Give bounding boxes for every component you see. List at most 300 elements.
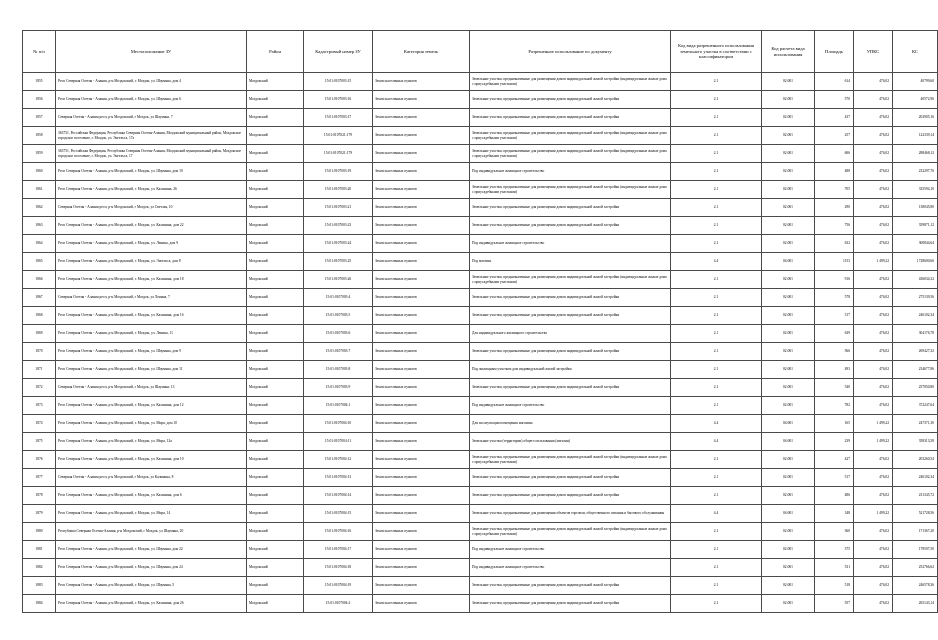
- row-calc-code-text: 02:001: [783, 133, 793, 138]
- row-ks-text: 372247,64: [918, 403, 934, 408]
- row-location: [56, 577, 247, 595]
- row-cadastral-number-text: 15:01:0107003:25: [324, 259, 352, 264]
- row-use-code: [671, 271, 762, 289]
- row-calc-code: [762, 469, 815, 487]
- row-location: [56, 91, 247, 109]
- row-cadastral-number-text: 15:01:0107003:24: [324, 241, 352, 246]
- row-cadastral-number-text: 15:01:0107021:179: [323, 133, 353, 138]
- row-ks: [893, 127, 938, 145]
- row-area-text: 578: [844, 295, 850, 300]
- row-area-text: 360: [844, 529, 850, 534]
- row-cadastral-number: [304, 343, 373, 361]
- row-area: [815, 325, 854, 343]
- row-calc-code: [762, 361, 815, 379]
- row-cadastral-number: [304, 127, 373, 145]
- row-number: [23, 505, 56, 523]
- row-upks-text: 1 499,22: [876, 439, 889, 444]
- row-ks: [893, 289, 938, 307]
- row-upks: [854, 595, 893, 613]
- row-cadastral-number-text: 15:01:0107003:4: [325, 295, 351, 300]
- row-ks-text: 122339,14: [918, 133, 934, 138]
- row-number: [23, 145, 56, 163]
- row-location-text: Респ Северная Осетия - Алания, р-н Моздокский, г. Моздок, ул. Шаумяна, дом 10: [58, 169, 183, 174]
- row-calc-code: [762, 541, 815, 559]
- row-location: [56, 289, 247, 307]
- row-use-code: [671, 595, 762, 613]
- row-district: [247, 163, 304, 181]
- row-cadastral-number-text: 15:01:0107004:15: [324, 511, 352, 516]
- row-permitted-use-text: Земельные участки, предназначенные для размещения домов индивидуальной жилой застройки (индивидуальные жилые дома с приусадебными участками): [472, 185, 667, 194]
- row-district: [247, 595, 304, 613]
- row-district-text: Моздокский: [249, 583, 268, 588]
- row-area: [815, 469, 854, 487]
- row-ks-text: 265143,14: [918, 601, 934, 606]
- row-district-text: Моздокский: [249, 475, 268, 480]
- row-upks: [854, 145, 893, 163]
- row-use-code: [671, 199, 762, 217]
- row-number: [23, 487, 56, 505]
- row-cadastral-number-text: 15:01:0107004:1: [325, 403, 351, 408]
- row-number-text: 1876: [35, 457, 43, 462]
- row-district-text: Моздокский: [249, 403, 268, 408]
- row-district-text: Моздокский: [249, 187, 268, 192]
- row-ks-text: 252766,62: [918, 565, 934, 570]
- row-cadastral-number-text: 15:01:0107003:6: [325, 331, 351, 336]
- row-cadastral-number: [304, 523, 373, 541]
- row-number-text: 1871: [35, 367, 43, 372]
- row-permitted-use-text: Под индивидуальное жилищное строительство: [472, 547, 545, 552]
- row-permitted-use: [470, 577, 671, 595]
- row-permitted-use: [470, 163, 671, 181]
- row-calc-code: [762, 145, 815, 163]
- row-land-category-text: Земли населенных пунктов: [375, 313, 417, 318]
- row-use-code-text: 2.1: [713, 295, 719, 300]
- row-calc-code-text: 02:001: [783, 313, 793, 318]
- row-area: [815, 505, 854, 523]
- row-calc-code-text: 02:001: [783, 349, 793, 354]
- row-location-text: Респ Северная Осетия - Алания, р-н Моздокский, г. Моздок, ул. Мира, 12а: [58, 439, 172, 444]
- row-land-category: [373, 235, 470, 253]
- row-land-category: [373, 343, 470, 361]
- row-permitted-use: [470, 235, 671, 253]
- row-cadastral-number-text: 15:01:0107004:17: [324, 547, 352, 552]
- row-calc-code-text: 02:001: [783, 97, 793, 102]
- row-permitted-use-text: Земельные участки, предназначенные для размещения домов индивидуальной жилой застройки: [472, 115, 620, 120]
- row-cadastral-number-text: 15:01:0107004:13: [324, 475, 352, 480]
- row-permitted-use: [470, 505, 671, 523]
- row-permitted-use-text: Земельные участки, предназначенные для размещения домов индивидуальной жилой застройки: [472, 223, 620, 228]
- row-calc-code-text: 02:001: [783, 277, 793, 282]
- row-land-category-text: Земли населенных пунктов: [375, 367, 417, 372]
- row-area-text: 239: [844, 439, 850, 444]
- row-district: [247, 127, 304, 145]
- header-land-category: Категория земель: [373, 31, 470, 73]
- row-land-category-text: Земли населенных пунктов: [375, 457, 417, 462]
- row-cadastral-number: [304, 577, 373, 595]
- row-land-category-text: Земли населенных пунктов: [375, 403, 417, 408]
- row-area-text: 437: [844, 115, 850, 120]
- row-upks: [854, 217, 893, 235]
- row-number: [23, 127, 56, 145]
- table-body: [23, 73, 938, 613]
- row-permitted-use: [470, 271, 671, 289]
- row-use-code-text: 2.1: [713, 457, 719, 462]
- row-land-category-text: Земли населенных пунктов: [375, 205, 417, 210]
- header-calc-code: Код расчета вида использования: [762, 31, 815, 73]
- table-row: [23, 235, 938, 253]
- row-upks: [854, 523, 893, 541]
- row-district: [247, 307, 304, 325]
- row-location-text: Северная Осетия - Алания респ, р-н Моздокский, г Моздок, ул Ленина, 7: [58, 295, 170, 300]
- row-number: [23, 91, 56, 109]
- row-area-text: 257: [844, 133, 850, 138]
- row-permitted-use: [470, 343, 671, 361]
- table-row: [23, 469, 938, 487]
- row-land-category: [373, 217, 470, 235]
- row-land-category-text: Земли населенных пунктов: [375, 187, 417, 192]
- row-upks: [854, 127, 893, 145]
- row-area-text: 570: [844, 97, 850, 102]
- row-ks-text: 1728600,66: [916, 259, 934, 264]
- row-calc-code-text: 02:001: [783, 583, 793, 588]
- row-cadastral-number-text: 15:01:0107004:10: [324, 421, 352, 426]
- row-area: [815, 271, 854, 289]
- row-area-text: 705: [844, 187, 850, 192]
- row-permitted-use: [470, 397, 671, 415]
- row-cadastral-number: [304, 145, 373, 163]
- row-calc-code: [762, 451, 815, 469]
- header-row: [23, 31, 938, 73]
- row-district: [247, 109, 304, 127]
- row-calc-code: [762, 91, 815, 109]
- row-use-code-text: 4.4: [713, 439, 719, 444]
- row-calc-code-text: 02:001: [783, 151, 793, 156]
- row-district: [247, 577, 304, 595]
- row-area: [815, 487, 854, 505]
- row-number: [23, 199, 56, 217]
- row-district-text: Моздокский: [249, 79, 268, 84]
- table-row: [23, 541, 938, 559]
- row-land-category: [373, 289, 470, 307]
- row-calc-code: [762, 433, 815, 451]
- table-row: [23, 145, 938, 163]
- row-upks: [854, 415, 893, 433]
- row-district-text: Моздокский: [249, 511, 268, 516]
- row-upks-text: 476,02: [879, 385, 889, 390]
- row-land-category-text: Земли населенных пунктов: [375, 133, 417, 138]
- row-district: [247, 217, 304, 235]
- row-permitted-use-text: Под жилищным участком дом индивидуальной жилой застройки: [472, 367, 572, 372]
- row-permitted-use: [470, 379, 671, 397]
- row-number: [23, 289, 56, 307]
- row-use-code: [671, 523, 762, 541]
- table-row: [23, 91, 938, 109]
- row-upks-text: 476,02: [879, 475, 889, 480]
- row-upks-text: 476,02: [879, 331, 889, 336]
- row-cadastral-number: [304, 253, 373, 271]
- row-district-text: Моздокский: [249, 313, 268, 318]
- row-area: [815, 163, 854, 181]
- row-ks: [893, 577, 938, 595]
- row-location-text: Респ Северная Осетия - Алания, р-н Моздокский, г. Моздок, ул. Калинина, дом 16: [58, 313, 184, 318]
- row-use-code-text: 2.1: [713, 565, 719, 570]
- row-use-code: [671, 253, 762, 271]
- row-permitted-use-text: Земельные участки, предназначенные для размещения домов индивидуальной жилой застройки: [472, 493, 620, 498]
- row-upks: [854, 289, 893, 307]
- row-use-code: [671, 127, 762, 145]
- row-location: [56, 109, 247, 127]
- row-land-category: [373, 253, 470, 271]
- row-location: [56, 559, 247, 577]
- row-calc-code-text: 02:001: [783, 475, 793, 480]
- row-upks: [854, 469, 893, 487]
- row-area-text: 557: [844, 601, 850, 606]
- row-number: [23, 73, 56, 91]
- row-ks: [893, 397, 938, 415]
- row-land-category: [373, 325, 470, 343]
- row-district-text: Моздокский: [249, 223, 268, 228]
- row-area: [815, 379, 854, 397]
- row-ks-text: 246102,34: [918, 475, 934, 480]
- row-land-category-text: Земли населенных пунктов: [375, 493, 417, 498]
- row-use-code-text: 4.4: [713, 421, 719, 426]
- row-number: [23, 163, 56, 181]
- row-location: [56, 199, 247, 217]
- row-land-category: [373, 505, 470, 523]
- row-calc-code: [762, 397, 815, 415]
- row-number: [23, 433, 56, 451]
- row-land-category-text: Земли населенных пунктов: [375, 277, 417, 282]
- row-area-text: 348: [844, 511, 850, 516]
- row-number: [23, 451, 56, 469]
- row-upks: [854, 325, 893, 343]
- row-ks: [893, 253, 938, 271]
- row-location-text: Респ Северная Осетия - Алания, р-н Моздокский, г. Моздок, ул. Калинина, дом 12: [58, 403, 184, 408]
- row-area: [815, 91, 854, 109]
- row-cadastral-number: [304, 559, 373, 577]
- row-district-text: Моздокский: [249, 241, 268, 246]
- table-row: [23, 361, 938, 379]
- row-use-code-text: 2.1: [713, 151, 719, 156]
- row-number-text: 1881: [35, 547, 43, 552]
- row-upks: [854, 577, 893, 595]
- table-row: [23, 289, 938, 307]
- row-area-text: 486: [844, 493, 850, 498]
- row-district: [247, 487, 304, 505]
- row-ks: [893, 379, 938, 397]
- header-use-code: Код вида разрешенного использования земельного участка в соответствии с классификатором: [671, 31, 762, 73]
- row-ks: [893, 343, 938, 361]
- row-calc-code: [762, 595, 815, 613]
- row-location: [56, 451, 247, 469]
- row-cadastral-number: [304, 451, 373, 469]
- row-location: [56, 343, 247, 361]
- row-location: [56, 217, 247, 235]
- row-calc-code: [762, 487, 815, 505]
- row-number: [23, 523, 56, 541]
- row-district-text: Моздокский: [249, 205, 268, 210]
- row-upks-text: 476,02: [879, 151, 889, 156]
- row-use-code: [671, 487, 762, 505]
- row-permitted-use: [470, 181, 671, 199]
- row-area: [815, 559, 854, 577]
- row-calc-code: [762, 289, 815, 307]
- row-number-text: 1883: [35, 583, 43, 588]
- row-permitted-use-text: Земельные участки, предназначенные для размещения домов индивидуальной жилой застройки: [472, 601, 620, 606]
- row-upks-text: 476,02: [879, 529, 889, 534]
- row-use-code: [671, 469, 762, 487]
- row-upks: [854, 505, 893, 523]
- row-land-category: [373, 91, 470, 109]
- row-land-category: [373, 307, 470, 325]
- row-land-category: [373, 595, 470, 613]
- row-upks-text: 476,02: [879, 241, 889, 246]
- row-location-text: Респ Северная Осетия - Алания, р-н Моздокский, г. Моздок, ул. Ленина, 11: [58, 331, 173, 336]
- row-land-category-text: Земли населенных пунктов: [375, 79, 417, 84]
- row-calc-code-text: 04:001: [783, 439, 793, 444]
- row-upks-text: 476,02: [879, 223, 889, 228]
- row-district-text: Моздокский: [249, 457, 268, 462]
- row-ks: [893, 325, 938, 343]
- row-calc-code-text: 02:001: [783, 115, 793, 120]
- row-land-category: [373, 469, 470, 487]
- row-use-code-text: 2.1: [713, 241, 719, 246]
- row-ks: [893, 163, 938, 181]
- row-upks: [854, 451, 893, 469]
- row-ks-text: 288468,12: [918, 151, 934, 156]
- row-area: [815, 235, 854, 253]
- row-area: [815, 577, 854, 595]
- row-district: [247, 253, 304, 271]
- row-district-text: Моздокский: [249, 133, 268, 138]
- row-permitted-use: [470, 109, 671, 127]
- row-ks: [893, 217, 938, 235]
- row-permitted-use-text: Для эксплуатации помещения магазина: [472, 421, 533, 426]
- row-permitted-use: [470, 415, 671, 433]
- row-cadastral-number: [304, 163, 373, 181]
- row-district-text: Моздокский: [249, 295, 268, 300]
- row-district: [247, 559, 304, 577]
- row-use-code-text: 2.1: [713, 115, 719, 120]
- row-land-category-text: Земли населенных пунктов: [375, 151, 417, 156]
- row-use-code-text: 2.1: [713, 169, 719, 174]
- table-row: [23, 505, 938, 523]
- header-cadastral-number: Кадастровый номер ЗУ: [304, 31, 373, 73]
- row-land-category-text: Земли населенных пунктов: [375, 331, 417, 336]
- row-location-text: Респ Северная Осетия - Алания, р-н Моздокский, г. Моздок, ул. Ленина, дом 9: [58, 241, 179, 246]
- row-cadastral-number: [304, 505, 373, 523]
- row-number: [23, 217, 56, 235]
- row-location: [56, 181, 247, 199]
- row-calc-code-text: 02:001: [783, 241, 793, 246]
- row-calc-code: [762, 577, 815, 595]
- row-upks: [854, 181, 893, 199]
- row-ks: [893, 235, 938, 253]
- row-location: [56, 235, 247, 253]
- row-permitted-use: [470, 433, 671, 451]
- row-area: [815, 289, 854, 307]
- row-permitted-use: [470, 469, 671, 487]
- row-number-text: 1874: [35, 421, 43, 426]
- row-ks-text: 202905,16: [918, 115, 934, 120]
- row-cadastral-number: [304, 469, 373, 487]
- row-use-code: [671, 235, 762, 253]
- row-cadastral-number: [304, 91, 373, 109]
- row-area-text: 566: [844, 349, 850, 354]
- row-district-text: Моздокский: [249, 259, 268, 264]
- row-use-code: [671, 217, 762, 235]
- row-number-text: 1882: [35, 565, 43, 570]
- row-location: [56, 361, 247, 379]
- row-calc-code-text: 02:001: [783, 331, 793, 336]
- row-area: [815, 361, 854, 379]
- row-district-text: Моздокский: [249, 529, 268, 534]
- row-area: [815, 109, 854, 127]
- row-number: [23, 469, 56, 487]
- row-cadastral-number: [304, 541, 373, 559]
- row-permitted-use-text: Под индивидуальное жилищное строительство: [472, 241, 545, 246]
- row-land-category-text: Земли населенных пунктов: [375, 601, 417, 606]
- row-district-text: Моздокский: [249, 331, 268, 336]
- row-area-text: 632: [844, 241, 850, 246]
- row-ks: [893, 505, 938, 523]
- row-district: [247, 469, 304, 487]
- row-area-text: 488: [844, 169, 850, 174]
- row-cadastral-number: [304, 595, 373, 613]
- row-land-category-text: Земли населенных пунктов: [375, 421, 417, 426]
- row-upks: [854, 343, 893, 361]
- row-number-text: 1872: [35, 385, 43, 390]
- row-cadastral-number-text: 15:01:0107003:8: [325, 367, 351, 372]
- row-number-text: 1858: [35, 133, 43, 138]
- row-permitted-use: [470, 217, 671, 235]
- row-district-text: Моздокский: [249, 421, 268, 426]
- row-upks-text: 476,02: [879, 277, 889, 282]
- row-area-text: 165: [844, 421, 850, 426]
- row-area: [815, 451, 854, 469]
- row-calc-code-text: 02:001: [783, 169, 793, 174]
- row-location: [56, 415, 247, 433]
- row-upks-text: 476,02: [879, 79, 889, 84]
- row-cadastral-number: [304, 361, 373, 379]
- row-number-text: 1867: [35, 295, 43, 300]
- row-district: [247, 289, 304, 307]
- row-upks-text: 476,02: [879, 205, 889, 210]
- row-use-code: [671, 325, 762, 343]
- row-district: [247, 415, 304, 433]
- row-district: [247, 451, 304, 469]
- row-number: [23, 541, 56, 559]
- row-ks: [893, 199, 938, 217]
- row-permitted-use-text: Земельные участки, предназначенные для размещения домов индивидуальной жилой застройки: [472, 349, 620, 354]
- row-permitted-use: [470, 199, 671, 217]
- row-ks-text: 358313,58: [918, 439, 934, 444]
- row-upks: [854, 307, 893, 325]
- row-land-category: [373, 199, 470, 217]
- row-calc-code: [762, 343, 815, 361]
- table-row: [23, 73, 938, 91]
- row-area: [815, 595, 854, 613]
- row-number-text: 1865: [35, 259, 43, 264]
- row-district: [247, 433, 304, 451]
- row-calc-code-text: 02:001: [783, 493, 793, 498]
- row-calc-code: [762, 109, 815, 127]
- row-location: [56, 541, 247, 559]
- row-district: [247, 271, 304, 289]
- row-land-category-text: Земли населенных пунктов: [375, 547, 417, 552]
- row-ks-text: 269427,32: [918, 349, 934, 354]
- row-land-category-text: Земли населенных пунктов: [375, 259, 417, 264]
